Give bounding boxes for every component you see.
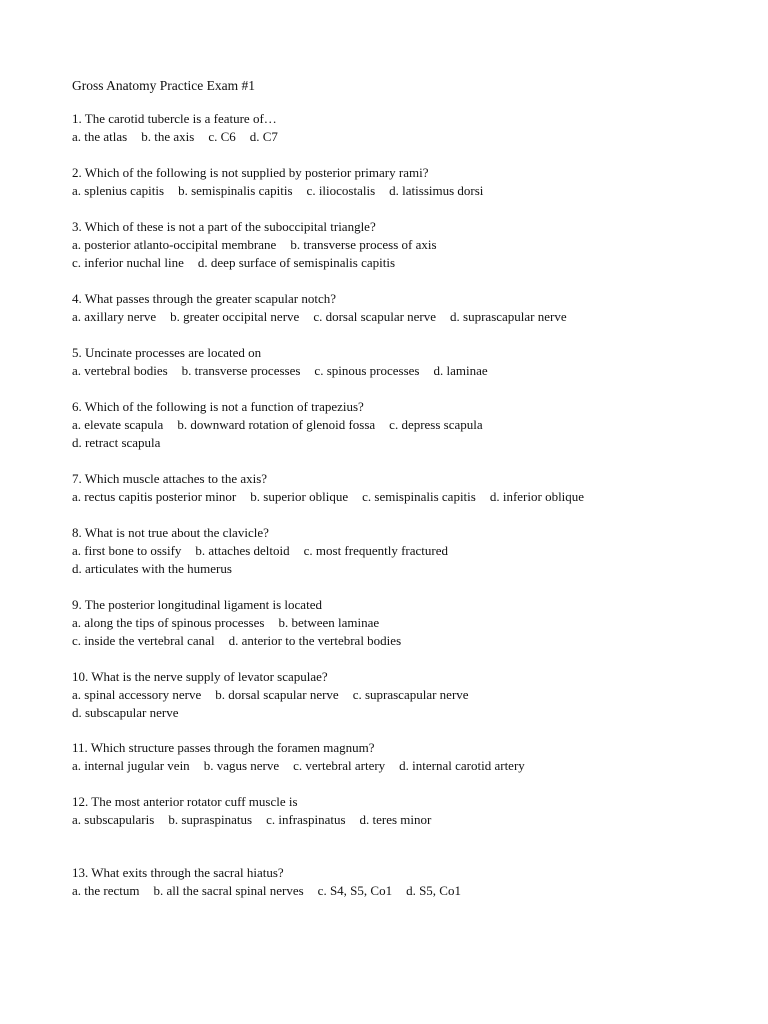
question-13 [72, 864, 461, 900]
answer-option: b. superior oblique [250, 489, 349, 504]
answer-option: c. spinous processes [314, 363, 420, 378]
answer-option: a. splenius capitis [72, 183, 165, 198]
question-stem: 7. Which muscle attaches to the axis? [72, 471, 268, 486]
answer-option: d. C7 [249, 129, 278, 144]
answer-line [72, 632, 401, 650]
answer-option: b. greater occipital nerve [170, 309, 300, 324]
answer-option: a. the rectum [72, 883, 140, 898]
answer-option: c. S4, S5, Co1 [317, 883, 393, 898]
question-5 [72, 344, 488, 380]
question-stem: 3. Which of these is not a part of the suboccipital triangle? [72, 219, 376, 234]
answer-option: d. laminae [433, 363, 488, 378]
answer-line [72, 704, 469, 722]
answer-option: c. most frequently fractured [303, 543, 449, 558]
answer-line [72, 236, 437, 254]
answer-option: c. inferior nuchal line [72, 255, 184, 270]
answer-option: b. semispinalis capitis [178, 183, 293, 198]
question-8 [72, 524, 448, 578]
question-stem: 1. The carotid tubercle is a feature of… [72, 111, 277, 126]
answer-option: c. infraspinatus [266, 812, 346, 827]
answer-option: a. posterior atlanto-occipital membrane [72, 237, 277, 252]
answer-option: d. anterior to the vertebral bodies [228, 633, 402, 648]
answer-line [72, 182, 483, 200]
answer-line [72, 811, 431, 829]
answer-option: b. between laminae [278, 615, 380, 630]
question-1 [72, 110, 278, 146]
question-12 [72, 793, 431, 829]
answer-option: d. suprascapular nerve [450, 309, 567, 324]
answer-option: c. C6 [208, 129, 236, 144]
question-stem: 9. The posterior longitudinal ligament is located [72, 597, 322, 612]
answer-line [72, 686, 469, 704]
answer-option: d. subscapular nerve [72, 705, 179, 720]
answer-option: b. all the sacral spinal nerves [153, 883, 304, 898]
answer-option: d. teres minor [359, 812, 432, 827]
answer-line [72, 416, 483, 434]
answer-option: a. internal jugular vein [72, 758, 190, 773]
answer-option: c. semispinalis capitis [362, 489, 476, 504]
answer-line [72, 882, 461, 900]
answer-option: a. vertebral bodies [72, 363, 168, 378]
question-3 [72, 218, 437, 272]
answer-option: a. the atlas [72, 129, 128, 144]
answer-option: d. retract scapula [72, 435, 161, 450]
answer-line [72, 614, 401, 632]
answer-option: a. rectus capitis posterior minor [72, 489, 237, 504]
answer-option: d. deep surface of semispinalis capitis [197, 255, 396, 270]
answer-option: a. subscapularis [72, 812, 155, 827]
answer-line [72, 254, 437, 272]
answer-option: d. articulates with the humerus [72, 561, 232, 576]
answer-option: c. iliocostalis [306, 183, 376, 198]
document-title: Gross Anatomy Practice Exam #1 [72, 78, 255, 93]
answer-option: d. inferior oblique [489, 489, 585, 504]
answer-line [72, 308, 567, 326]
answer-option: b. dorsal scapular nerve [215, 687, 339, 702]
answer-line [72, 560, 448, 578]
answer-option: b. supraspinatus [168, 812, 253, 827]
answer-option: b. attaches deltoid [195, 543, 290, 558]
answer-option: b. vagus nerve [203, 758, 280, 773]
answer-option: a. first bone to ossify [72, 543, 182, 558]
answer-option: b. transverse processes [181, 363, 301, 378]
answer-line [72, 128, 278, 146]
question-2 [72, 164, 483, 200]
answer-option: c. dorsal scapular nerve [313, 309, 437, 324]
answer-line [72, 488, 584, 506]
question-10 [72, 668, 469, 722]
answer-line [72, 542, 448, 560]
answer-option: c. suprascapular nerve [352, 687, 469, 702]
answer-option: c. inside the vertebral canal [72, 633, 215, 648]
answer-option: b. downward rotation of glenoid fossa [177, 417, 376, 432]
answer-line [72, 362, 488, 380]
answer-option: b. the axis [141, 129, 195, 144]
answer-option: c. vertebral artery [293, 758, 386, 773]
answer-option: d. latissimus dorsi [389, 183, 484, 198]
answer-line [72, 757, 525, 775]
question-stem: 5. Uncinate processes are located on [72, 345, 262, 360]
answer-option: a. axillary nerve [72, 309, 157, 324]
question-stem: 2. Which of the following is not supplied by posterior primary rami? [72, 165, 429, 180]
answer-option: b. transverse process of axis [290, 237, 437, 252]
question-stem: 8. What is not true about the clavicle? [72, 525, 269, 540]
answer-option: d. internal carotid artery [399, 758, 525, 773]
answer-option: a. along the tips of spinous processes [72, 615, 265, 630]
question-stem: 6. Which of the following is not a function of trapezius? [72, 399, 364, 414]
answer-option: d. S5, Co1 [406, 883, 461, 898]
question-4 [72, 290, 567, 326]
question-6 [72, 398, 483, 452]
question-stem: 10. What is the nerve supply of levator scapulae? [72, 669, 328, 684]
question-stem: 4. What passes through the greater scapular notch? [72, 291, 336, 306]
question-9 [72, 596, 401, 650]
question-stem: 11. Which structure passes through the foramen magnum? [72, 740, 375, 755]
question-stem: 13. What exits through the sacral hiatus? [72, 865, 284, 880]
answer-option: a. elevate scapula [72, 417, 164, 432]
answer-line [72, 434, 483, 452]
question-7 [72, 470, 584, 506]
answer-option: c. depress scapula [389, 417, 483, 432]
answer-option: a. spinal accessory nerve [72, 687, 202, 702]
question-11 [72, 739, 525, 775]
question-stem: 12. The most anterior rotator cuff muscle is [72, 794, 298, 809]
